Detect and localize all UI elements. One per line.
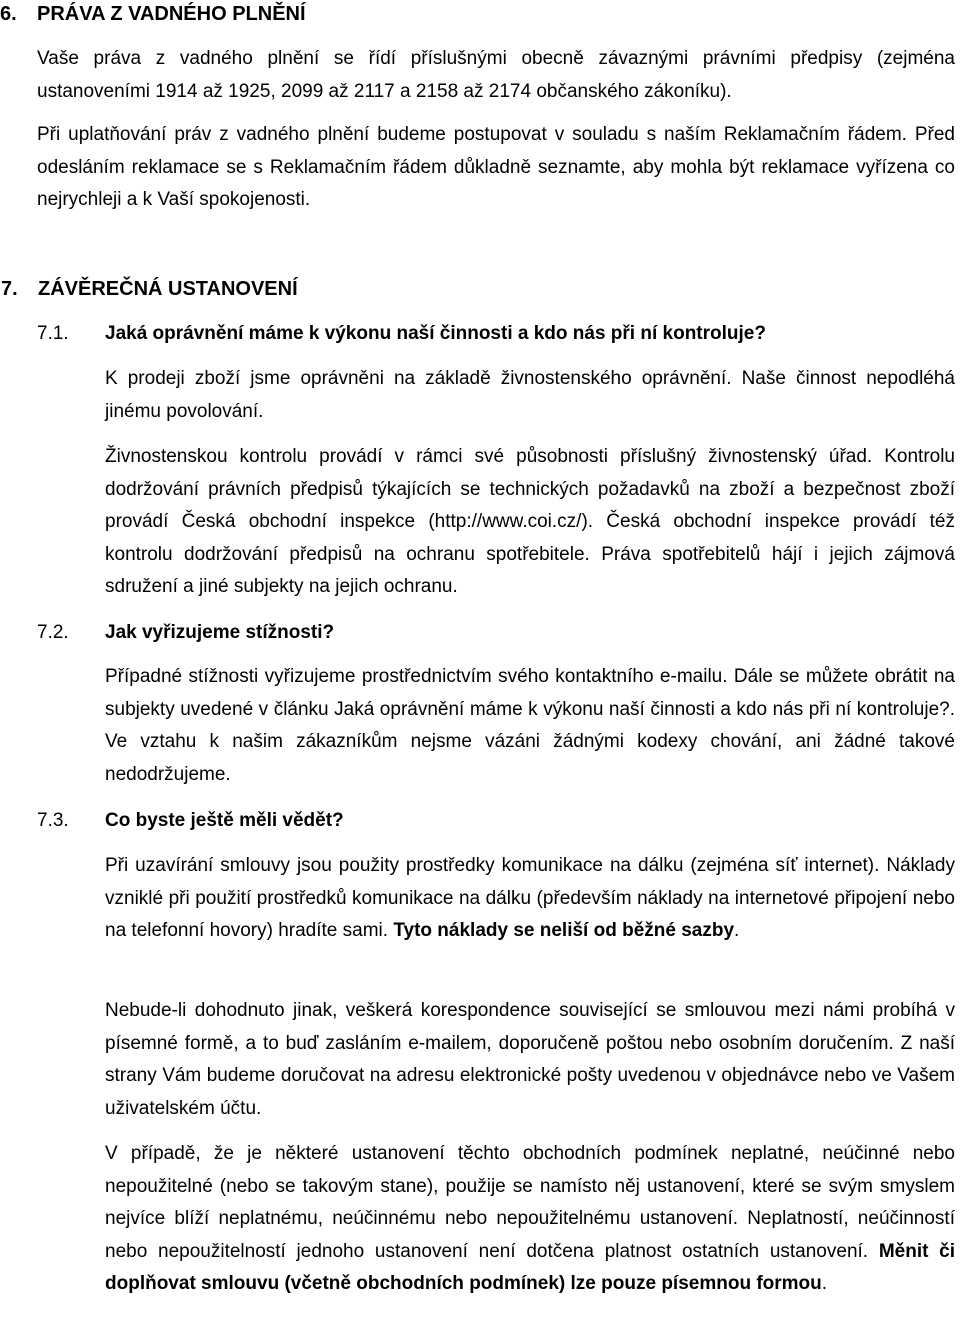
bold-text-run: Tyto náklady se neliší od běžné sazby bbox=[393, 920, 735, 941]
text-run: . bbox=[821, 1273, 828, 1294]
text-run: . bbox=[734, 920, 740, 941]
paragraph bbox=[105, 850, 955, 948]
section-number: 6. bbox=[0, 3, 17, 25]
paragraph bbox=[105, 1138, 955, 1301]
section-number: 7. bbox=[1, 278, 18, 300]
subsection-title: Co byste ještě měli vědět? bbox=[105, 810, 344, 831]
subsection-number: 7.2. bbox=[37, 622, 69, 643]
subsection-number: 7.3. bbox=[37, 810, 69, 831]
section-title: ZÁVĚREČNÁ USTANOVENÍ bbox=[38, 278, 298, 300]
subsection-title: Jak vyřizujeme stížnosti? bbox=[105, 622, 335, 643]
text-run: Při uzavírání smlouvy jsou použity prostředky komunikace na dálku (zejména síť internet). Náklady vzniklé při použití prostředků komunikace na dálku (především náklady na internetové připojení nebo na telefonní hovory) hradíte sami. bbox=[105, 855, 955, 941]
subsection-number: 7.1. bbox=[37, 323, 69, 344]
paragraph: Při uplatňování práv z vadného plnění budeme postupovat v souladu s naším Reklamačním řádem. Před odesláním reklamace se s Reklamačním řádem důkladně seznamte, aby mohla být reklamace vyřízena co nejrychleji a k Vaší spokojenosti. bbox=[37, 124, 955, 210]
paragraph: K prodeji zboží jsme oprávněni na základě živnostenského oprávnění. Naše činnost nepodléhá jinému povolování. bbox=[105, 368, 955, 422]
subsection-title: Jaká oprávnění máme k výkonu naší činnosti a kdo nás při ní kontroluje? bbox=[105, 323, 766, 344]
section-title: PRÁVA Z VADNÉHO PLNĚNÍ bbox=[37, 3, 306, 25]
paragraph: Vaše práva z vadného plnění se řídí příslušnými obecně závaznými právními předpisy (zejména ustanoveními 1914 až 1925, 2099 až 2117 a 2158 až 2174 občanského zákoníku). bbox=[37, 48, 955, 102]
paragraph: Živnostenskou kontrolu provádí v rámci své působnosti příslušný živnostenský úřad. Kontrolu dodržování právních předpisů týkajících se technických požadavků na zboží a bezpečnost zboží provádí Česká obchodní inspekce (http://www.coi.cz/). Česká obchodní inspekce provádí též kontrolu dodržování předpisů na ochranu spotřebitele. Práva spotřebitelů hájí i jejich zájmová sdružení a jiné subjekty na jejich ochranu. bbox=[105, 446, 955, 597]
text-run: V případě, že je některé ustanovení těchto obchodních podmínek neplatné, neúčinné nebo nepoužitelné (nebo se takovým stane), použije se namísto něj ustanovení, které se svým smyslem nejvíce blíží neplatnému, neúčinnému nebo nepoužitelnému ustanovení. Neplatností, neúčinností nebo nepoužitelností jednoho ustanovení není dotčena platnost ostatních ustanovení. bbox=[105, 1143, 955, 1262]
bold-text-run: Měnit či doplňovat smlouvu (včetně obchodních podmínek) lze pouze písemnou formou bbox=[105, 1240, 956, 1294]
paragraph: Nebude-li dohodnuto jinak, veškerá korespondence související se smlouvou mezi námi probíhá v písemné formě, a to buď zasláním e-mailem, doporučeně poštou nebo osobním doručením. Z naší strany Vám budeme doručovat na adresu elektronické pošty uvedenou v objednávce nebo ve Vašem uživatelském účtu. bbox=[105, 1000, 955, 1119]
paragraph: Případné stížnosti vyřizujeme prostřednictvím svého kontaktního e-mailu. Dále se můžete obrátit na subjekty uvedené v článku Jaká oprávnění máme k výkonu naší činnosti a kdo nás při ní kontroluje?. Ve vztahu k našim zákazníkům nejsme vázáni žádnými kodexy chování, ani žádné takové nedodržujeme. bbox=[105, 666, 955, 785]
